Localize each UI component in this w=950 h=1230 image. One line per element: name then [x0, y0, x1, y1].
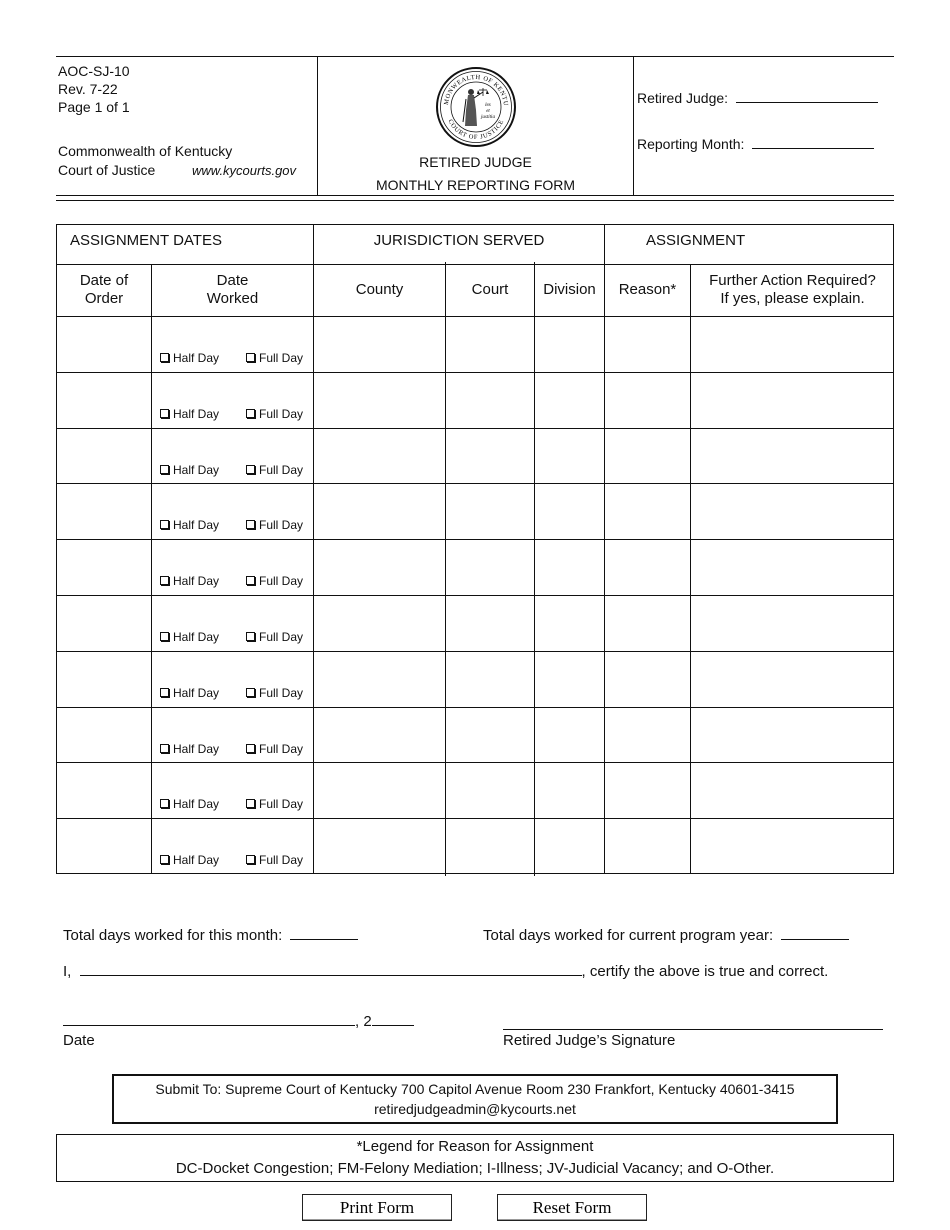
half-day-checkbox[interactable] [160, 797, 219, 811]
half-day-checkbox[interactable] [160, 630, 219, 644]
signature-label: Retired Judge’s Signature [503, 1032, 676, 1049]
group-header-assignment-dates: ASSIGNMENT DATES [70, 232, 222, 249]
form-title-line1: RETIRED JUDGE [419, 154, 532, 170]
date-label: Date [63, 1032, 95, 1049]
full-day-checkbox[interactable] [246, 407, 303, 421]
full-day-checkbox[interactable] [246, 463, 303, 477]
table-row[interactable] [56, 595, 894, 651]
checkbox-box-icon[interactable] [246, 520, 255, 529]
full-day-checkbox[interactable] [246, 630, 303, 644]
checkbox-box-icon[interactable] [246, 855, 255, 864]
legend-text: DC-Docket Congestion; FM-Felony Mediation; I-Illness; JV-Judicial Vacancy; and O-Other. [175, 1160, 775, 1177]
checkbox-label: Half Day [173, 797, 220, 811]
reason-legend-box [56, 1134, 894, 1182]
half-day-checkbox[interactable] [160, 463, 219, 477]
half-day-checkbox[interactable] [160, 351, 219, 365]
checkbox-label: Full Day [259, 742, 304, 756]
checkbox-label: Half Day [173, 853, 220, 867]
org-subname: Court of Justice [58, 162, 156, 178]
retired-judge-field[interactable] [637, 89, 878, 107]
table-group-header-rule [56, 264, 894, 265]
col-header-court: Court [471, 281, 509, 298]
reporting-month-input[interactable] [752, 148, 874, 149]
print-form-button[interactable]: Print Form [302, 1194, 452, 1221]
certify-suffix: , certify the above is true and correct. [581, 963, 829, 980]
svg-text:et: et [486, 109, 490, 114]
checkbox-label: Half Day [173, 742, 220, 756]
retired-judge-label: Retired Judge: [637, 90, 729, 106]
date-field[interactable] [63, 1013, 414, 1031]
checkbox-label: Full Day [259, 518, 304, 532]
certify-statement [63, 963, 828, 981]
checkbox-box-icon[interactable] [246, 353, 255, 362]
checkbox-label: Full Day [259, 686, 304, 700]
full-day-checkbox[interactable] [246, 686, 303, 700]
form-revision: Rev. 7-22 [58, 81, 118, 97]
website-link[interactable]: www.kycourts.gov [192, 163, 297, 178]
checkbox-box-icon[interactable] [160, 744, 169, 753]
total-year-input[interactable] [781, 939, 849, 940]
total-month-input[interactable] [290, 939, 358, 940]
checkbox-label: Full Day [259, 574, 304, 588]
checkbox-box-icon[interactable] [246, 465, 255, 474]
half-day-checkbox[interactable] [160, 853, 219, 867]
total-year-field[interactable] [483, 927, 849, 945]
checkbox-box-icon[interactable] [246, 409, 255, 418]
full-day-checkbox[interactable] [246, 574, 303, 588]
total-month-label: Total days worked for this month: [63, 927, 283, 944]
submit-email[interactable]: retiredjudgeadmin@kycourts.net [374, 1101, 576, 1117]
table-row[interactable] [56, 372, 894, 428]
table-row[interactable] [56, 483, 894, 539]
full-day-checkbox[interactable] [246, 742, 303, 756]
legend-title: *Legend for Reason for Assignment [356, 1138, 594, 1155]
retired-judge-input[interactable] [736, 102, 878, 103]
checkbox-label: Half Day [173, 351, 220, 365]
svg-text:COURT OF JUSTICE: COURT OF JUSTICE [446, 118, 506, 142]
checkbox-label: Half Day [173, 686, 220, 700]
table-row[interactable] [56, 539, 894, 595]
col-header-further-action [691, 272, 894, 308]
svg-text:lex: lex [485, 103, 491, 108]
checkbox-label: Full Day [259, 351, 304, 365]
certify-name-input[interactable] [80, 975, 582, 976]
table-row[interactable] [56, 762, 894, 818]
full-day-checkbox[interactable] [246, 351, 303, 365]
checkbox-box-icon[interactable] [246, 744, 255, 753]
checkbox-label: Half Day [173, 574, 220, 588]
half-day-checkbox[interactable] [160, 518, 219, 532]
group-header-jurisdiction-served: JURISDICTION SERVED [373, 232, 545, 249]
total-month-field[interactable] [63, 927, 358, 945]
full-day-checkbox[interactable] [246, 853, 303, 867]
col-header-further-action-line1: Further Action Required? [709, 272, 876, 289]
col-header-reason: Reason* [618, 281, 677, 298]
svg-text:justitia: justitia [481, 115, 495, 120]
header-divider-left [317, 56, 318, 195]
col-header-county: County [355, 281, 404, 298]
year-input[interactable] [372, 1025, 414, 1026]
checkbox-label: Full Day [259, 853, 304, 867]
org-name: Commonwealth of Kentucky [58, 143, 233, 159]
checkbox-box-icon[interactable] [160, 688, 169, 697]
checkbox-box-icon[interactable] [160, 632, 169, 641]
half-day-checkbox[interactable] [160, 407, 219, 421]
checkbox-box-icon[interactable] [160, 465, 169, 474]
checkbox-box-icon[interactable] [160, 576, 169, 585]
checkbox-label: Half Day [173, 630, 220, 644]
col-header-date-worked-line2: Worked [206, 290, 259, 307]
col-header-date-of-order-line1: Date of [79, 272, 129, 289]
full-day-checkbox[interactable] [246, 518, 303, 532]
table-row[interactable] [56, 707, 894, 763]
checkbox-box-icon[interactable] [246, 688, 255, 697]
form-id: AOC-SJ-10 [58, 63, 130, 79]
submit-address: Submit To: Supreme Court of Kentucky 700 Capitol Avenue Room 230 Frankfort, Kentucky 40601-3415 [155, 1081, 795, 1097]
col-header-division: Division [543, 281, 596, 298]
col-header-further-action-line2: If yes, please explain. [720, 290, 865, 307]
group-header-assignment: ASSIGNMENT [646, 232, 746, 249]
full-day-checkbox[interactable] [246, 797, 303, 811]
checkbox-box-icon[interactable] [246, 799, 255, 808]
checkbox-label: Full Day [259, 630, 304, 644]
checkbox-label: Full Day [259, 463, 304, 477]
year-prefix: , 2 [355, 1013, 372, 1030]
checkbox-box-icon[interactable] [160, 409, 169, 418]
header-top-rule [56, 56, 894, 57]
signature-line[interactable] [503, 1029, 883, 1030]
court-seal-logo [435, 66, 517, 148]
checkbox-box-icon[interactable] [160, 353, 169, 362]
col-header-date-worked-line1: Date [216, 272, 249, 289]
half-day-checkbox[interactable] [160, 742, 219, 756]
checkbox-box-icon[interactable] [246, 632, 255, 641]
header-bottom-rule [56, 195, 894, 196]
table-row[interactable] [56, 316, 894, 372]
header-divider-right [633, 56, 634, 195]
header-bottom-rule-double [56, 200, 894, 201]
col-header-date-of-order-line2: Order [84, 290, 124, 307]
table-row[interactable] [56, 818, 894, 874]
reset-form-button[interactable]: Reset Form [497, 1194, 647, 1221]
certify-prefix: I, [63, 963, 72, 980]
checkbox-label: Full Day [259, 797, 304, 811]
reporting-month-field[interactable] [637, 135, 874, 153]
checkbox-label: Half Day [173, 463, 220, 477]
col-header-date-of-order [57, 272, 151, 308]
checkbox-box-icon[interactable] [160, 799, 169, 808]
col-header-date-worked [152, 272, 313, 308]
svg-text:COMMONWEALTH OF KENTUCKY: MONWEALTH OF KENTU [442, 73, 510, 107]
reporting-month-label: Reporting Month: [637, 136, 745, 152]
date-input[interactable] [63, 1025, 355, 1026]
checkbox-label: Half Day [173, 518, 220, 532]
table-row[interactable] [56, 651, 894, 707]
checkbox-box-icon[interactable] [160, 520, 169, 529]
form-title-line2: MONTHLY REPORTING FORM [375, 177, 576, 193]
table-row[interactable] [56, 428, 894, 484]
checkbox-box-icon[interactable] [246, 576, 255, 585]
checkbox-label: Full Day [259, 407, 304, 421]
checkbox-label: Half Day [173, 407, 220, 421]
page-number: Page 1 of 1 [58, 99, 130, 115]
half-day-checkbox[interactable] [160, 686, 219, 700]
checkbox-box-icon[interactable] [160, 855, 169, 864]
half-day-checkbox[interactable] [160, 574, 219, 588]
submit-to-box [112, 1074, 838, 1124]
total-year-label: Total days worked for current program year: [483, 927, 774, 944]
